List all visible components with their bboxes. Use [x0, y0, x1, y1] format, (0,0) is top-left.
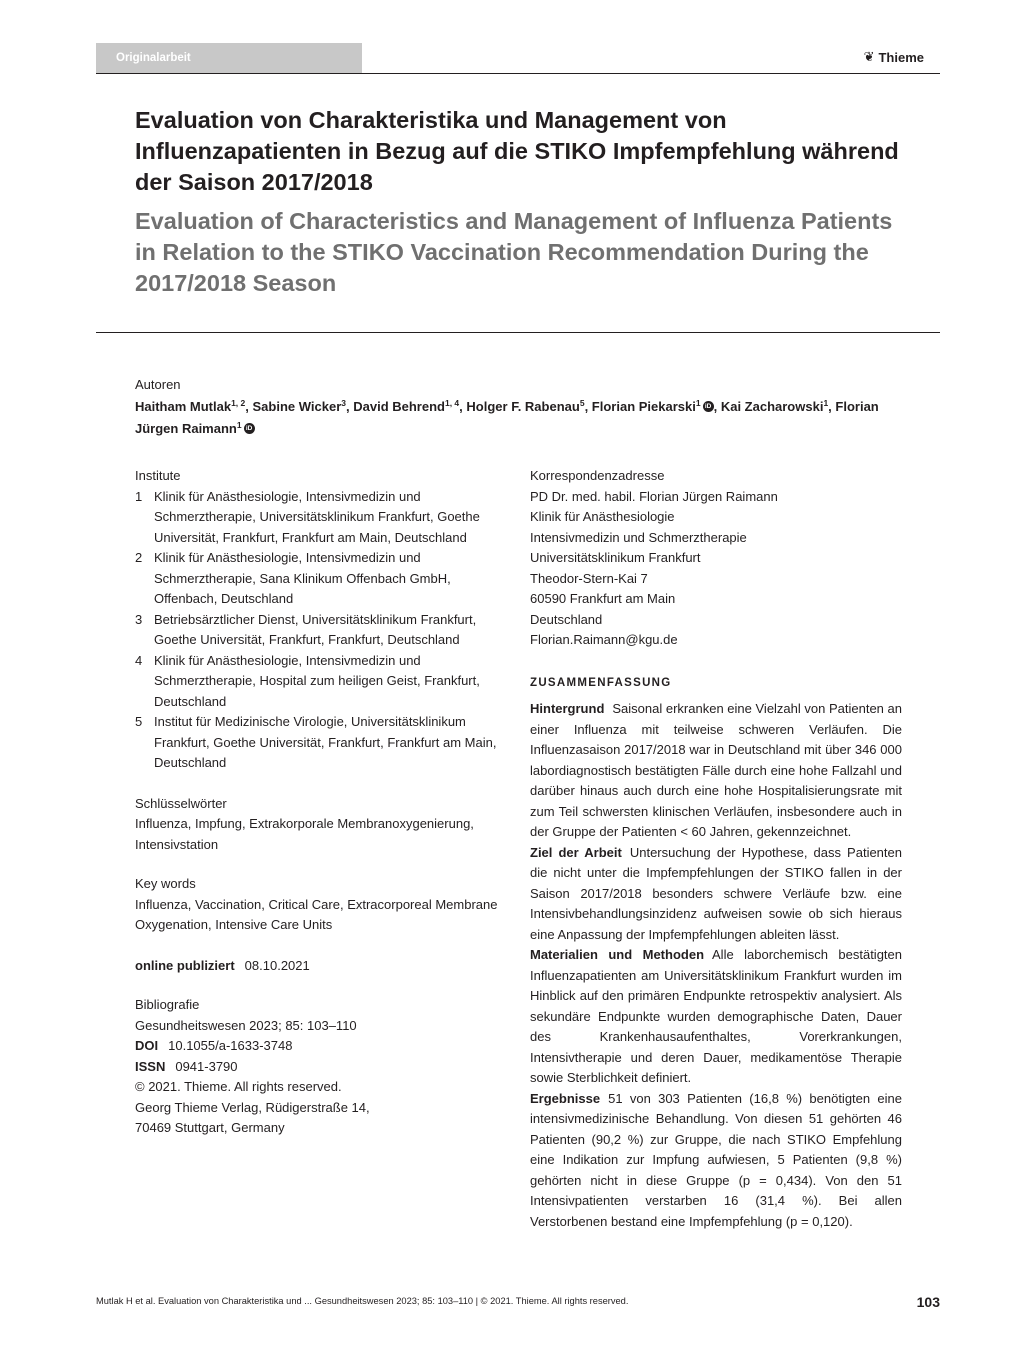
author-name [721, 399, 836, 414]
author-name [135, 399, 253, 414]
abstract-section [530, 843, 902, 946]
author-separator: , [245, 399, 253, 414]
authors-block [135, 375, 915, 438]
author-name [253, 399, 354, 414]
author-name-text: Holger F. Rabenau [466, 399, 580, 414]
author-affiliation: 1 [695, 398, 701, 408]
author-name-text: Haitham Mutlak [135, 399, 232, 414]
institute-text: Betriebsärztlicher Dienst, Universitätsklinikum Frankfurt, Goethe Universität, Frankfurt, Frankfurt, Deutschland [154, 611, 477, 647]
author-affiliation: 5 [579, 398, 585, 408]
author-separator: , [346, 399, 354, 414]
issn-value: 0941-3790 [175, 1058, 238, 1074]
author-name-text: Florian Jürgen Raimann [135, 399, 879, 436]
issn-row [135, 1057, 505, 1078]
institutes-list [135, 487, 505, 774]
section-label: Originalarbeit [96, 43, 362, 73]
doi-row [135, 1036, 505, 1057]
correspondence-line: Theodor-Stern-Kai 7 [530, 570, 648, 586]
institute-number: 1 [135, 488, 143, 504]
institute-number: 4 [135, 652, 143, 668]
keywords-en-text: Influenza, Vaccination, Critical Care, Extracorporeal Membrane Oxygenation, Intensive Care Units [135, 896, 498, 932]
correspondence-line: Universitätsklinikum Frankfurt [530, 550, 701, 565]
publisher-brand [864, 49, 924, 65]
abstract-section-text: Untersuchung der Hypothese, dass Patienten die nicht unter die Impfempfehlungen der STIKO fallen in der Saison 2017/2018 besonders schwere Verläufe bzw. eine Intensivbehandlungsinzidenz aufweisen sowie ob sich hieraus eine Anpassung der Impfempfehlungen ableiten lässt. [530, 844, 902, 942]
doi-label: DOI [135, 1038, 159, 1053]
orcid-icon[interactable]: iD [703, 401, 714, 412]
institute-text: Institut für Medizinische Virologie, Universitätsklinikum Frankfurt, Goethe Universität, Frankfurt, Frankfurt am Main, Deutschland [154, 714, 497, 770]
correspondence-line: Intensivmedizin und Schmerztherapie [530, 529, 747, 545]
abstract-section [530, 1089, 902, 1233]
page-number: 103 [916, 1294, 940, 1310]
abstract-section-label: Hintergrund [530, 701, 605, 716]
abstract-section [530, 699, 902, 843]
keywords-de-label: Schlüsselwörter [135, 795, 227, 811]
online-date: 08.10.2021 [244, 957, 310, 973]
copyright-text: © 2021. Thieme. All rights reserved. [135, 1079, 342, 1094]
institute-number: 5 [135, 714, 143, 729]
abstract-section-label: Ergebnisse [530, 1090, 601, 1106]
author-name-text: David Behrend [353, 399, 445, 414]
correspondence-label: Korrespondenzadresse [530, 468, 665, 483]
author-name [466, 399, 591, 414]
abstract-section [530, 945, 902, 1089]
author-name-text: Florian Piekarski [591, 399, 696, 414]
left-column [135, 466, 505, 1139]
issn-label: ISSN [135, 1058, 166, 1074]
institute-number: 3 [135, 611, 143, 627]
institute-item [135, 487, 505, 549]
author-affiliation: 3 [341, 398, 346, 408]
doi-value[interactable]: 10.1055/a-1633-3748 [168, 1038, 293, 1053]
correspondence-email[interactable]: Florian.Raimann@kgu.de [530, 632, 678, 647]
institute-text: Klinik für Anästhesiologie, Intensivmedizin und Schmerztherapie, Sana Klinikum Offenbach GmbH, Offenbach, Deutschland [154, 550, 451, 606]
abstract-body [530, 699, 902, 1232]
abstract-heading: ZUSAMMENFASSUNG [530, 676, 672, 689]
online-published [135, 956, 505, 977]
publisher-address-line2: 70469 Stuttgart, Germany [135, 1120, 285, 1135]
institute-item [135, 610, 505, 651]
thieme-logo-icon: ❦ [863, 49, 875, 64]
institute-item [135, 548, 505, 610]
title-divider [96, 332, 940, 333]
orcid-icon[interactable]: iD [244, 423, 255, 434]
author-separator: , [584, 399, 592, 414]
author-separator: , [828, 399, 836, 414]
online-label: online publiziert [135, 957, 235, 973]
author-affiliation: 1, 2 [231, 398, 246, 408]
author-name [592, 399, 721, 414]
abstract-section-text: 51 von 303 Patienten (16,8 %) benötigten eine intensivmedizinische Behandlung. Von diesen 51 gehörten 46 Patienten (90,2 %) zur Gruppe, die nach STIKO Empfehlung eine Indikation zur Impfung aufwiesen, 5 Patienten (9,8 %) gehörten nicht in diese Gruppe (p = 0,434). Von den 51 Intensivpatienten verstarben 16 (31,4 %). Bei allen Verstorbenen bestand eine Impfempfehlung (p = 0,120). [530, 1090, 902, 1229]
right-column [530, 466, 902, 1232]
authors-list [135, 394, 915, 438]
abstract-section-label: Materialien und Methoden [530, 947, 705, 962]
abstract-section-text: Saisonal erkranken eine Vielzahl von Patienten an einer Influenza mit teilweise schweren Verläufen. Die Influenzasaison 2017/2018 war in Deutschland mit über 346 000 labordiagnostisch bestätigten Fälle durch eine hohe Fallzahl und darüber hinaus auch durch eine hohe Hospitalisierungsrate mit zum Teil schwersten klinischen Verläufen, insbesondere auch in der Gruppe der Patienten < 60 Jahren, gekennzeichnet. [530, 701, 902, 839]
author-separator: , [459, 399, 467, 414]
title-english: Evaluation of Characteristics and Management of Influenza Patients in Relation to the STIKO Vaccination Recommendation During the 2017/2018 Season [135, 208, 893, 296]
author-name-text: Kai Zacharowski [720, 399, 824, 414]
institute-text: Klinik für Anästhesiologie, Intensivmedizin und Schmerztherapie, Universitätsklinikum Frankfurt, Goethe Universität, Frankfurt, Frankfurt am Main, Deutschland [154, 488, 480, 545]
correspondence-line: 60590 Frankfurt am Main [530, 591, 676, 606]
institute-item [135, 712, 505, 774]
abstract-section-label: Ziel der Arbeit [530, 844, 622, 860]
institutes-label: Institute [135, 468, 181, 483]
correspondence-address [530, 487, 902, 651]
bibliography-label: Bibliografie [135, 997, 200, 1012]
author-affiliation: 1 [236, 420, 242, 430]
keywords-de-text: Influenza, Impfung, Extrakorporale Membranoxygenierung, Intensivstation [135, 816, 474, 852]
author-affiliation: 1, 4 [444, 398, 460, 408]
correspondence-line: Deutschland [530, 611, 603, 627]
title-german: Evaluation von Charakteristika und Management von Influenzapatienten in Bezug auf die STIKO Impfempfehlung während der Saison 2017/2018 [135, 107, 899, 195]
bibliography-journal: Gesundheitswesen 2023; 85: 103–110 [135, 1017, 357, 1033]
keywords-en-label: Key words [135, 876, 196, 891]
correspondence-line: Klinik für Anästhesiologie [530, 509, 675, 524]
footer-citation: Mutlak H et al. Evaluation von Charakteristika und ... Gesundheitswesen 2023; 85: 103–110 | © 2021. Thieme. All rights reserved. [96, 1296, 629, 1306]
publisher-address-line1: Georg Thieme Verlag, Rüdigerstraße 14, [135, 1099, 370, 1115]
author-name [353, 399, 466, 414]
institute-text: Klinik für Anästhesiologie, Intensivmedizin und Schmerztherapie, Hospital zum heiligen Geist, Frankfurt, Deutschland [154, 652, 480, 709]
institute-number: 2 [135, 550, 143, 565]
author-affiliation: 1 [823, 398, 829, 408]
publisher-name: Thieme [878, 49, 924, 65]
abstract-section-text: Alle laborchemisch bestätigten Influenzapatienten am Universitätsklinikum Frankfurt wurden im Hinblick auf den primären Endpunkte retrospektiv analysiert. Als sekundäre Endpunkte wurden demographische Daten, Dauer des Krankenhausaufenthaltes, Vorerkrankungen, Intensivtherapie und deren Dauer, medikamentöse Therapie sowie Sterblichkeit definiert. [530, 947, 902, 1085]
author-name-text: Sabine Wicker [252, 399, 342, 414]
header-divider [96, 73, 940, 74]
authors-label: Autoren [135, 377, 181, 392]
correspondence-line: PD Dr. med. habil. Florian Jürgen Raimann [530, 488, 778, 504]
institute-item [135, 651, 505, 713]
author-separator: , [713, 399, 721, 414]
